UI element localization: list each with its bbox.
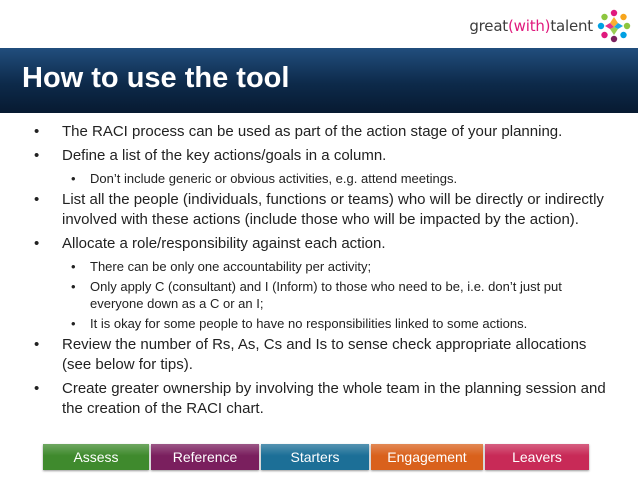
bullet-item <box>0 146 638 166</box>
bullet-dot-icon: • <box>34 191 40 208</box>
bullet-dot-icon: • <box>34 336 40 353</box>
tab-label: Reference <box>172 449 238 465</box>
bullet-text: Only apply C (consultant) and I (Inform) to those who need to be, i.e. don’t just put everyone down as a C or an I; <box>90 279 562 311</box>
bullet-text: Define a list of the key actions/goals in a column. <box>62 147 387 164</box>
nav-tabs <box>43 444 591 470</box>
sub-bullet-item <box>0 258 638 275</box>
bullet-list <box>0 122 638 423</box>
bullet-text: Create greater ownership by involving the whole team in the planning session and the creation of the RACI chart. <box>62 380 606 417</box>
bullet-text: It is okay for some people to have no responsibilities linked to some actions. <box>90 316 528 331</box>
tab-engagement[interactable] <box>371 444 483 470</box>
tab-leavers[interactable] <box>485 444 589 470</box>
bullet-item <box>0 122 638 142</box>
tab-label: Starters <box>290 449 340 465</box>
sub-bullet-item <box>0 315 638 332</box>
brand-wordmark: great(with)talent <box>469 17 593 35</box>
bullet-item <box>0 335 638 375</box>
bullet-item <box>0 234 638 254</box>
tab-reference[interactable] <box>151 444 259 470</box>
bullet-item <box>0 379 638 419</box>
tab-starters[interactable] <box>261 444 369 470</box>
bullet-dot-icon: • <box>71 279 76 294</box>
tab-label: Leavers <box>512 449 562 465</box>
tab-label: Assess <box>73 449 119 465</box>
tab-assess[interactable] <box>43 444 149 470</box>
bullet-dot-icon: • <box>71 259 76 274</box>
sub-bullet-item <box>0 170 638 187</box>
bullet-dot-icon: • <box>34 123 40 140</box>
bullet-text: Review the number of Rs, As, Cs and Is to sense check appropriate allocations (see below for tips). <box>62 336 587 373</box>
page-title: How to use the tool <box>22 62 290 94</box>
bullet-text: Don’t include generic or obvious activities, e.g. attend meetings. <box>90 171 458 186</box>
bullet-text: There can be only one accountability per activity; <box>90 259 372 274</box>
bullet-dot-icon: • <box>34 235 40 252</box>
bullet-dot-icon: • <box>34 147 40 164</box>
bullet-text: List all the people (individuals, functions or teams) who will be directly or indirectly involved with these actions (include those who will be impacted by the action). <box>62 191 604 228</box>
tab-label: Engagement <box>387 449 467 465</box>
bullet-dot-icon: • <box>71 316 76 331</box>
sub-bullet-item <box>0 278 638 312</box>
bullet-dot-icon: • <box>34 380 40 397</box>
people-circle-icon <box>596 8 632 44</box>
bullet-item <box>0 190 638 230</box>
bullet-text: The RACI process can be used as part of the action stage of your planning. <box>62 123 563 140</box>
bullet-dot-icon: • <box>71 171 76 186</box>
title-bar <box>0 48 638 113</box>
brand-logo <box>469 6 632 46</box>
bullet-text: Allocate a role/responsibility against each action. <box>62 235 386 252</box>
